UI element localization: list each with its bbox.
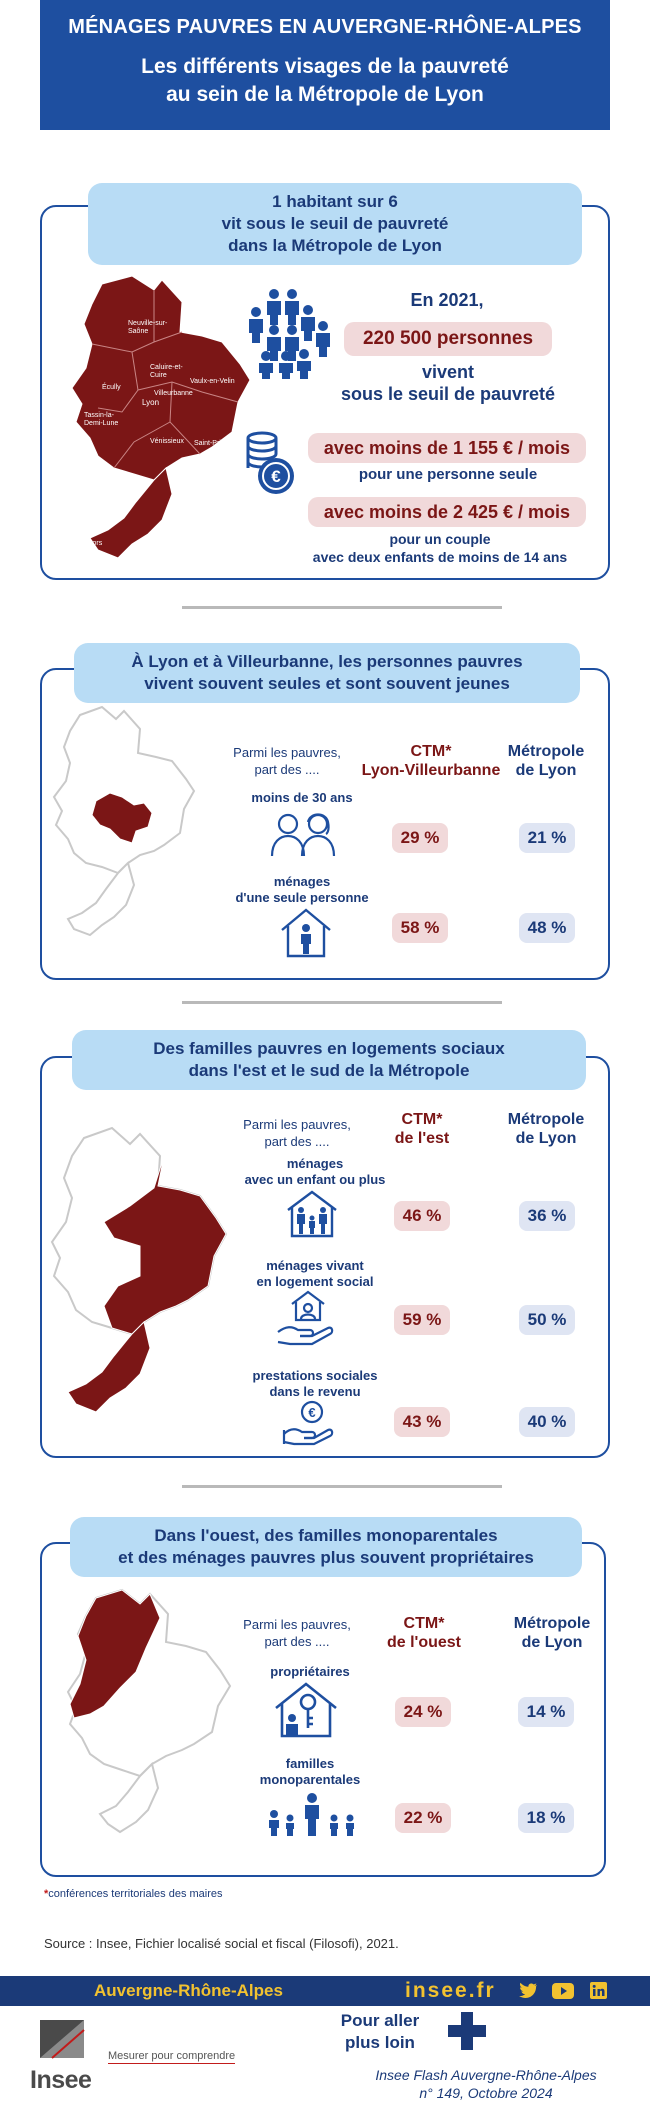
- header-subtitle: Les différents visages de la pauvreté au sein de la Métropole de Lyon: [141, 55, 509, 106]
- svg-text:€: €: [308, 1405, 316, 1420]
- map-east-south: [44, 1126, 250, 1416]
- section4-row1-ctm: 24 %: [395, 1697, 451, 1727]
- map-label-tassin: Tassin-la-Demi-Lune: [84, 412, 119, 427]
- hand-house-icon: [276, 1290, 338, 1348]
- footer-region: Auvergne-Rhône-Alpes: [94, 1981, 283, 2000]
- map-label-saint-priest: Saint-Priest: [194, 440, 231, 447]
- map-label-givors: Givors: [82, 540, 103, 547]
- threshold1-badge: avec moins de 1 155 € / mois: [308, 433, 586, 463]
- live-line1: vivent: [421, 362, 475, 382]
- map-west: [60, 1588, 256, 1836]
- section2-col2-header: Métropole de Lyon: [507, 743, 585, 779]
- footnote: [44, 1888, 223, 1900]
- metropole-map: [62, 272, 272, 572]
- insee-logo: [30, 2018, 96, 2098]
- threshold1-desc: pour une personne seule: [358, 466, 538, 483]
- section1-pill: 1 habitant sur 6 vit sous le seuil de pauvreté dans la Métropole de Lyon: [88, 183, 582, 265]
- section3-intro: Parmi les pauvres, part des ....: [243, 1117, 351, 1149]
- separator-3: [182, 1485, 502, 1488]
- section3-row1-ctm: 46 %: [394, 1201, 450, 1231]
- linkedin-icon[interactable]: [590, 1982, 607, 1999]
- header-banner: [40, 0, 610, 130]
- twitter-icon[interactable]: [518, 1982, 538, 2000]
- map-label-caluire: Caluire-et-Cuire: [150, 364, 183, 379]
- header-title: MÉNAGES PAUVRES EN AUVERGNE-RHÔNE-ALPES: [68, 16, 582, 38]
- section2-row1-ctm: 29 %: [392, 823, 448, 853]
- threshold2-badge: avec moins de 2 425 € / mois: [308, 497, 586, 527]
- hand-euro-icon: [282, 1400, 336, 1446]
- section4-col1-header: CTM* de l'ouest: [386, 1615, 462, 1651]
- section3-row3-label: prestations sociales dans le revenu: [252, 1368, 378, 1399]
- section4-row1-label: propriétaires: [270, 1664, 350, 1679]
- persons-count-badge: 220 500 personnes: [344, 322, 552, 356]
- map-label-vaulx: Vaulx-en-Velin: [190, 378, 235, 385]
- source-text: Source : Insee, Fichier localisé social et fiscal (Filosofi), 2021.: [44, 1936, 399, 1951]
- svg-text:€: €: [271, 467, 281, 486]
- section2-row2-ctm: 58 %: [392, 913, 448, 943]
- house-key-icon: [274, 1682, 344, 1738]
- house-person-icon: [280, 908, 332, 958]
- insee-logo-text: Insee: [30, 2066, 92, 2094]
- threshold2-desc: pour un couple avec deux enfants de moins de 14 ans: [312, 531, 568, 565]
- footnote-star: *: [44, 1888, 49, 1900]
- map-label-lyon: Lyon: [142, 398, 160, 407]
- single-parent-family-icon: [264, 1792, 360, 1838]
- more-info-label: Pour aller plus loin: [340, 2011, 420, 2052]
- coins-euro-icon: [240, 430, 296, 496]
- map-lyon-villeurbanne: [48, 705, 218, 937]
- map-label-ecully: Écully: [102, 384, 121, 391]
- section4-intro: Parmi les pauvres, part des ....: [243, 1617, 351, 1649]
- section2-row1-label: moins de 30 ans: [251, 790, 353, 805]
- house-family-icon: [286, 1190, 338, 1238]
- people-group-icon: [246, 284, 332, 380]
- section4-pill: Dans l'ouest, des familles monoparentales et des ménages pauvres plus souvent propriétaires: [70, 1517, 582, 1577]
- map-label-neuville: Neuville-sur-Saône: [128, 320, 168, 335]
- couple-icon: [270, 810, 336, 858]
- insee-tagline: Mesurer pour comprendre: [108, 2050, 236, 2062]
- section4-row2-label: familles monoparentales: [259, 1756, 361, 1787]
- publication-ref[interactable]: Insee Flash Auvergne-Rhône-Alpes n° 149, Octobre 2024: [375, 2067, 597, 2101]
- youtube-icon[interactable]: [552, 1983, 574, 1999]
- map-label-venissieux: Vénissieux: [150, 438, 184, 445]
- section2-col1-header: CTM* Lyon-Villeurbanne: [361, 743, 501, 779]
- section3-row1-label: ménages avec un enfant ou plus: [244, 1156, 386, 1187]
- section2-pill: À Lyon et à Villeurbanne, les personnes pauvres vivent souvent seules et sont souvent jeunes: [74, 643, 580, 703]
- footer-site-link[interactable]: insee.fr: [405, 1979, 496, 2002]
- section4-row1-metro: 14 %: [518, 1697, 574, 1727]
- section2-row2-label: ménages d'une seule personne: [235, 874, 369, 905]
- map-label-villeurbanne: Villeurbanne: [154, 390, 193, 397]
- plus-cross-icon[interactable]: [448, 2012, 486, 2050]
- section3-row3-ctm: 43 %: [394, 1407, 450, 1437]
- section4-col2-header: Métropole de Lyon: [513, 1615, 591, 1651]
- section3-row3-metro: 40 %: [519, 1407, 575, 1437]
- section2-intro: Parmi les pauvres, part des ....: [233, 745, 341, 777]
- section3-col1-header: CTM* de l'est: [394, 1111, 450, 1147]
- section3-row2-metro: 50 %: [519, 1305, 575, 1335]
- section3-row2-label: ménages vivant en logement social: [256, 1258, 374, 1289]
- section4-row2-ctm: 22 %: [395, 1803, 451, 1833]
- live-line2: sous le seuil de pauvreté: [340, 384, 556, 404]
- footnote-text: conférences territoriales des maires: [48, 1888, 223, 1900]
- section2-row2-metro: 48 %: [519, 913, 575, 943]
- year-label: En 2021,: [410, 290, 484, 310]
- separator-2: [182, 1001, 502, 1004]
- section3-row1-metro: 36 %: [519, 1201, 575, 1231]
- section4-row2-metro: 18 %: [518, 1803, 574, 1833]
- section2-row1-metro: 21 %: [519, 823, 575, 853]
- section3-pill: Des familles pauvres en logements sociaux dans l'est et le sud de la Métropole: [72, 1030, 586, 1090]
- section3-row2-ctm: 59 %: [394, 1305, 450, 1335]
- separator-1: [182, 606, 502, 609]
- section3-col2-header: Métropole de Lyon: [507, 1111, 585, 1147]
